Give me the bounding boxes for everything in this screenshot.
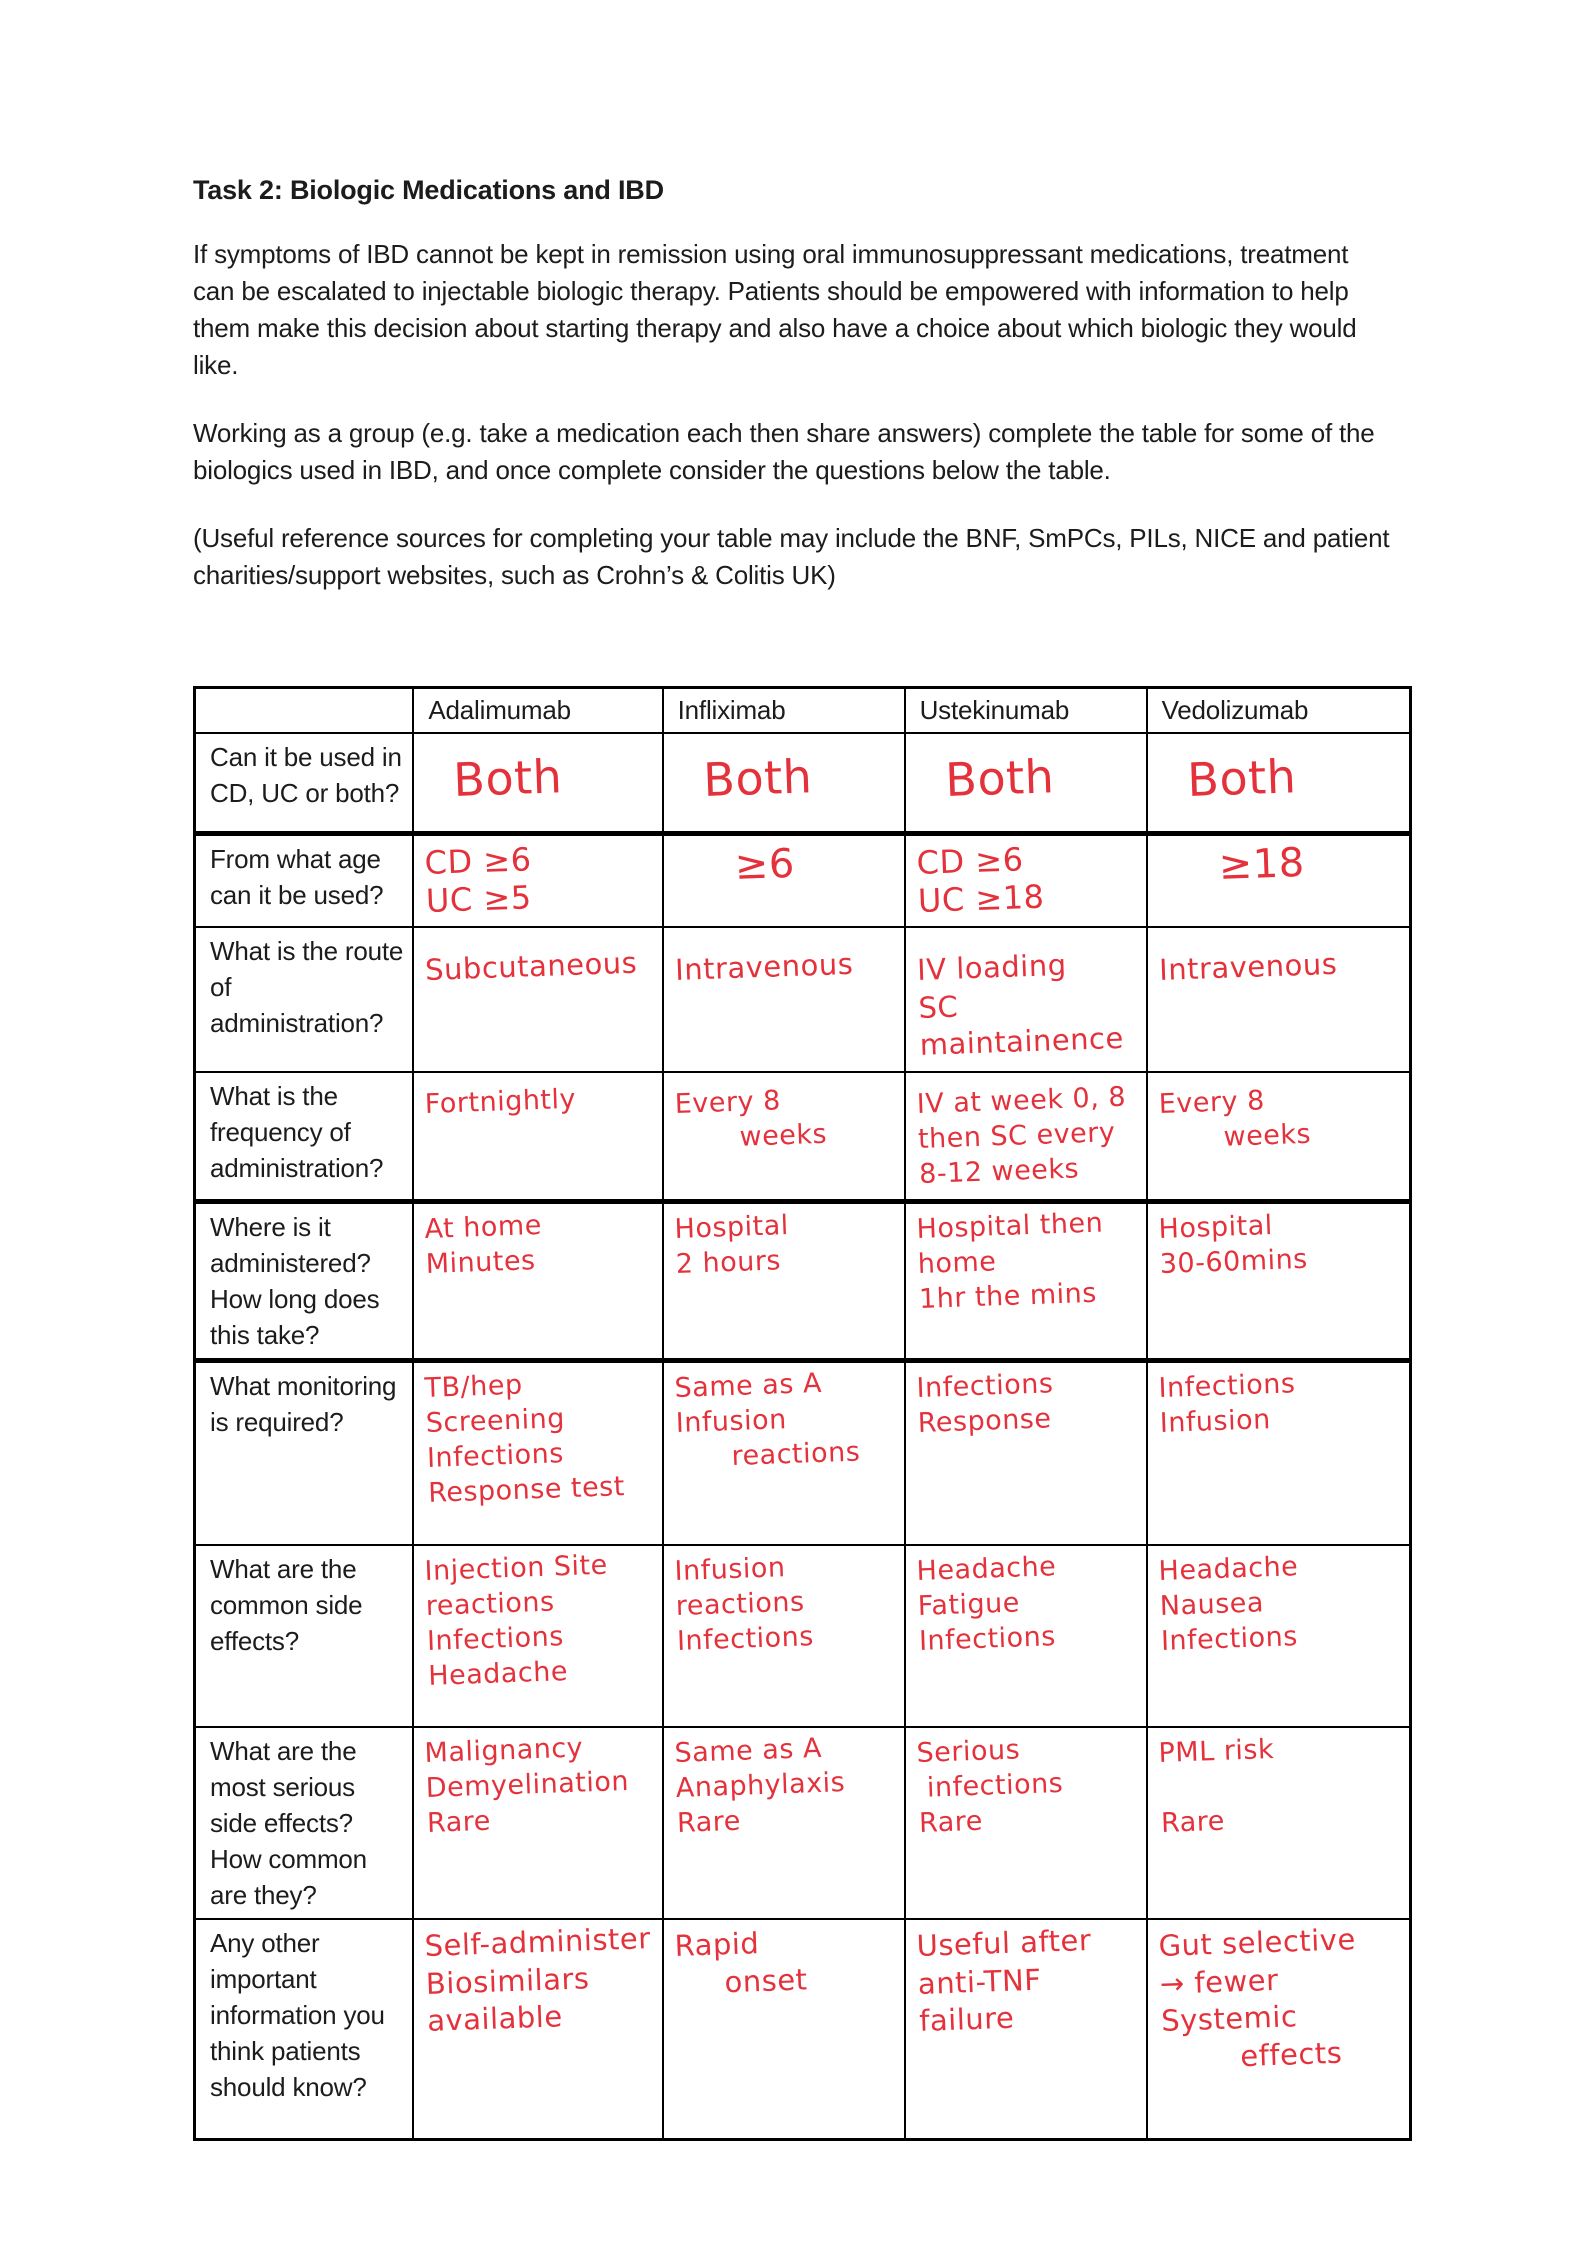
- handwritten-answer: Serious infections Rare: [915, 1734, 1064, 1840]
- handwritten-answer: Every 8 weeks: [1157, 1085, 1312, 1156]
- answer-cell: [1147, 1727, 1411, 1919]
- answer-cell: [905, 1360, 1147, 1545]
- answer-cell: [413, 1545, 662, 1727]
- table-row: [195, 1072, 1411, 1201]
- answer-cell: [413, 833, 662, 927]
- answer-cell: [663, 1201, 905, 1360]
- answer-cell: [1147, 733, 1411, 833]
- question-cell: Where is it administered? How long does this take?: [195, 1201, 414, 1360]
- handwritten-answer: Subcutaneous: [424, 945, 639, 988]
- handwritten-answer: IV at week 0, 8 then SC every 8-12 weeks: [915, 1082, 1127, 1191]
- answer-cell: [663, 1360, 905, 1545]
- handwritten-answer: Rapid onset: [673, 1926, 808, 2001]
- answer-cell: [413, 1919, 662, 2139]
- corner-cell: [195, 688, 414, 734]
- table-row: [195, 833, 1411, 927]
- handwritten-answer: Malignancy Demyelination Rare: [424, 1732, 630, 1840]
- handwritten-answer: Infections Response: [915, 1367, 1054, 1439]
- answer-cell: [663, 1919, 905, 2139]
- table-row: [195, 1201, 1411, 1360]
- table-body: [195, 733, 1411, 2139]
- answer-cell: [1147, 833, 1411, 927]
- answer-cell: [1147, 1072, 1411, 1201]
- answer-cell: [663, 833, 905, 927]
- handwritten-answer: Hospital 30-60mins: [1157, 1209, 1308, 1280]
- column-header-ustekinumab: Ustekinumab: [905, 688, 1147, 734]
- answer-cell: [905, 1072, 1147, 1201]
- answer-cell: [663, 1727, 905, 1919]
- question-cell: Can it be used in CD, UC or both?: [195, 733, 414, 833]
- answer-cell: [905, 1727, 1147, 1919]
- answer-cell: [663, 733, 905, 833]
- question-cell: What is the route of administration?: [195, 927, 414, 1072]
- handwritten-answer: Both: [702, 749, 813, 807]
- handwritten-answer: Intravenous: [674, 947, 854, 988]
- answer-cell: [413, 733, 662, 833]
- question-cell: Any other important information you think patients should know?: [195, 1919, 414, 2139]
- answer-cell: [1147, 927, 1411, 1072]
- answer-cell: [663, 927, 905, 1072]
- handwritten-answer: ≥6: [733, 840, 796, 889]
- handwritten-answer: Infections Infusion: [1157, 1367, 1296, 1439]
- answer-cell: [905, 1545, 1147, 1727]
- table-row: [195, 1919, 1411, 2139]
- intro-paragraph-2: Working as a group (e.g. take a medication each then share answers) complete the table for some of the biologics used in IBD, and once complete consider the questions below the table.: [193, 418, 1375, 485]
- answer-cell: [413, 1072, 662, 1201]
- handwritten-answer: Both: [452, 749, 564, 807]
- handwritten-answer: Same as A Anaphylaxis Rare: [673, 1732, 846, 1840]
- answer-cell: [1147, 1545, 1411, 1727]
- handwritten-answer: Infusion reactions Infections: [673, 1552, 814, 1658]
- handwritten-answer: Gut selective → fewer Systemic effects: [1157, 1922, 1356, 2077]
- handwritten-answer: CD ≥6 UC ≥5: [424, 839, 533, 920]
- handwritten-answer: Both: [1185, 749, 1297, 807]
- answer-cell: [905, 1201, 1147, 1360]
- answer-cell: [413, 1201, 662, 1360]
- answer-cell: [905, 1919, 1147, 2139]
- answer-cell: [1147, 1360, 1411, 1545]
- handwritten-answer: At home Minutes: [424, 1209, 543, 1280]
- question-cell: From what age can it be used?: [195, 833, 414, 927]
- table-row: [195, 733, 1411, 833]
- answer-cell: [905, 833, 1147, 927]
- table-row: [195, 927, 1411, 1072]
- page-title: Task 2: Biologic Medications and IBD: [193, 175, 664, 205]
- handwritten-answer: Hospital then home 1hr the mins: [915, 1207, 1104, 1315]
- intro-paragraph-3: (Useful reference sources for completing your table may include the BNF, SmPCs, PILs, NICE and patient charities/support websites, such as Crohn’s & Colitis UK): [193, 523, 1390, 590]
- column-header-adalimumab: Adalimumab: [413, 688, 662, 734]
- answer-cell: [413, 927, 662, 1072]
- question-cell: What are the common side effects?: [195, 1545, 414, 1727]
- column-header-vedolizumab: Vedolizumab: [1147, 688, 1411, 734]
- handwritten-answer: Same as A Infusion reactions: [673, 1367, 861, 1474]
- handwritten-answer: Both: [944, 749, 1055, 807]
- answer-cell: [905, 927, 1147, 1072]
- table-header-row: [195, 688, 1411, 734]
- question-cell: What monitoring is required?: [195, 1360, 414, 1545]
- handwritten-answer: Every 8 weeks: [673, 1085, 828, 1156]
- answer-cell: [413, 1360, 662, 1545]
- handwritten-answer: Injection Site reactions Infections Headache: [424, 1549, 609, 1693]
- table-row: [195, 1360, 1411, 1545]
- answer-cell: [1147, 1201, 1411, 1360]
- intro-paragraph-1: If symptoms of IBD cannot be kept in remission using oral immunosuppressant medications, treatment can be escalated to injectable biologic therapy. Patients should be empowered with information to help them make this decision about starting therapy and also have a choice about which biologic they would like.: [193, 239, 1357, 380]
- handwritten-answer: ≥18: [1217, 839, 1306, 889]
- handwritten-answer: CD ≥6 UC ≥18: [915, 839, 1045, 920]
- handwritten-answer: PML risk Rare: [1157, 1734, 1275, 1840]
- handwritten-answer: Headache Fatigue Infections: [915, 1551, 1057, 1658]
- handwritten-answer: Self-administer Biosimilars available: [424, 1921, 652, 2039]
- handwritten-answer: Fortnightly: [424, 1084, 577, 1121]
- handwritten-answer: Headache Nausea Infections: [1157, 1551, 1299, 1658]
- table-row: [195, 1727, 1411, 1919]
- handwritten-answer: Hospital 2 hours: [673, 1209, 789, 1280]
- table-row: [195, 1545, 1411, 1727]
- handwritten-answer: Useful after anti-TNF failure: [915, 1923, 1092, 2039]
- answer-cell: [905, 733, 1147, 833]
- answer-cell: [663, 1072, 905, 1201]
- answer-cell: [413, 1727, 662, 1919]
- handwritten-answer: IV loading SC maintainence: [916, 948, 1124, 1063]
- question-cell: What are the most serious side effects? How common are they?: [195, 1727, 414, 1919]
- biologics-table: [193, 686, 1412, 2141]
- handwritten-answer: Intravenous: [1158, 947, 1338, 988]
- column-header-infliximab: Infliximab: [663, 688, 905, 734]
- handwritten-answer: TB/hep Screening Infections Response test: [424, 1368, 626, 1509]
- question-cell: What is the frequency of administration?: [195, 1072, 414, 1201]
- answer-cell: [1147, 1919, 1411, 2139]
- answer-cell: [663, 1545, 905, 1727]
